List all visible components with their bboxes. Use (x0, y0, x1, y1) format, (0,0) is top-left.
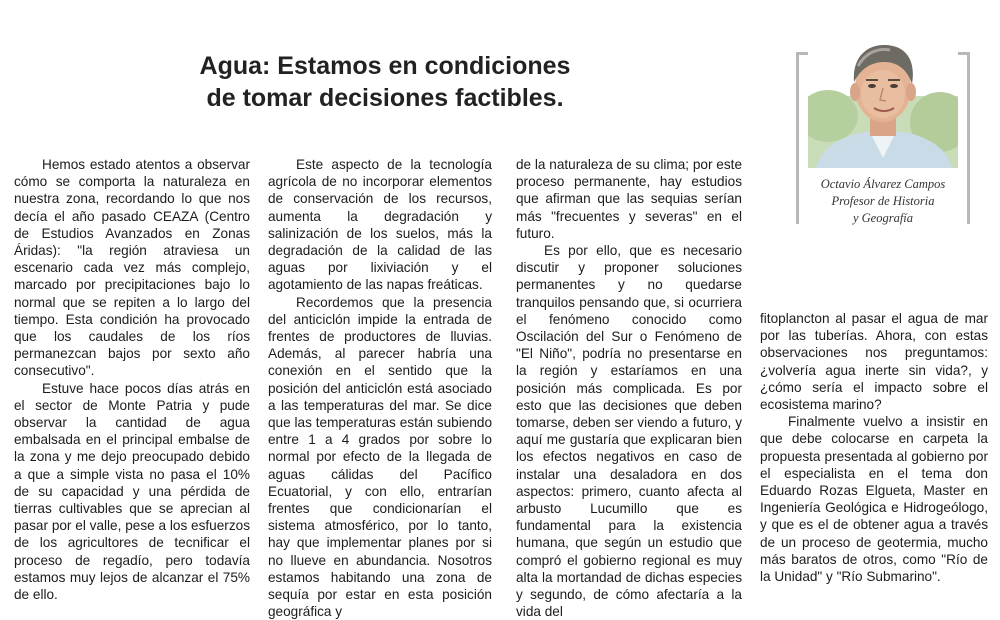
author-photo (808, 36, 958, 168)
column-1-paragraph-2: Estuve hace pocos días atrás en el sector de Monte Patria y pude observar la cantidad de agua embalsada en el principal embalse de la zona y me dejo preocupado debido a que a simple vista no pasa el 10% de su capacidad y una pérdida de tierras cultivables que se aprecian al pasar por el valle, pese a los esfuerzos de los agricultores de tecnificar el proceso de regadío, pero todavía estamos muy lejos de alcanzar el 75% de ello. (14, 380, 250, 603)
column-3-paragraph-1: de la naturaleza de su clima; por este proceso permanente, hay estudios que afirman que las sequias serían más "frecuentes y severas" en el futuro. (516, 157, 742, 241)
headline-line-1: Agua: Estamos en condiciones (199, 52, 571, 80)
frame-left-border (796, 52, 799, 224)
column-2-paragraph-1: Este aspecto de la tecnología agrícola de no incorporar elementos de conservación de los recursos, aumenta la degradación y salinización de los suelos, más la degradación de la calidad de las aguas por lixiviación y el agotamiento de las napas freáticas. (268, 157, 492, 293)
column-3-paragraph-2: Es por ello, que es necesario discutir y proponer soluciones permanentes y no quedarse tranquilos pensando que, si ocurriera el fenómeno conocido como Oscilación del Sur o Fenómeno de "El Niño", podría no presentarse en la región y estaríamos en una posición más complicada. Es por esto que las decisiones que deben tomarse, deben ser viendo a futuro, y aquí me gustaría que explicaran bien los efectos negativos en caso de instalar una desaladora en dos aspectos: primero, cuanto afecta al arbusto Lucumillo que es fundamental para la existencia humana, que según un estudio que compró el gobierno regional es muy alta la mortandad de dichas especies y segundo, de cómo afectaría a la vida del (516, 243, 742, 620)
article-column-2 (268, 156, 492, 620)
frame-top-right-border (956, 52, 970, 55)
column-4-paragraph-2: Finalmente vuelvo a insistir en que debe colocarse en carpeta la propuesta presentada al gobierno por el especialista en el tema don Eduardo Rozas Elgueta, Master en Ingeniería Geológica e Hidrogeólogo, y que es el de obtener agua a través de un proceso de geotermia, mucho más baratos de otros, como "Río de la Unidad" y "Río Submarino". (760, 414, 988, 585)
column-4-paragraph-1: fitoplancton al pasar el agua de mar por las tuberías. Ahora, con estas observaciones nos preguntamos: ¿volvería agua inerte sin vida?, y ¿cómo sería el impacto sobre el ecosistema marino? (760, 311, 988, 413)
column-2-paragraph-2: Recordemos que la presencia del anticiclón impide la entrada de frentes de productores de lluvias. Además, al parecer habría una conexión en el sentido que la posición del anticiclón está asociado a las temperaturas del mar. Se dice que las temperaturas están subiendo entre 1 a 4 grados por sobre lo normal por efecto de la llegada de aguas cálidas del Pacífico Ecuatorial, y con ello, entrarían frentes que condicionarían el sistema atmosférico, por lo tanto, hay que implementar planes por si no llueve en abundancia. Nosotros estamos habitando una zona de sequía por estar en esta posición geográfica y (268, 294, 492, 620)
article-column-4 (760, 310, 988, 585)
author-name: Octavio Álvarez Campos (820, 177, 946, 191)
headline-line-2: de tomar decisiones factibles. (206, 84, 564, 112)
column-1-paragraph-1: Hemos estado atentos a observar cómo se comporta la naturaleza en nuestra zona, recordando lo que nos decía el año pasado CEAZA (Centro de Estudios Avanzados en Zonas Áridas): "la región atraviesa un escenario cada vez más complejo, marcado por precipitaciones bajo lo normal que se repiten a lo largo del tiempo. Esta condición ha provocado que los caudales de los ríos permanezcan bajos por sexto año consecutivo". (14, 157, 250, 379)
author-title-line-2: y Geografía (852, 211, 914, 225)
article-column-1 (14, 156, 250, 603)
frame-right-border (967, 52, 970, 224)
author-title-line-1: Profesor de Historia (831, 194, 935, 208)
article-column-3 (516, 156, 742, 620)
author-caption (800, 176, 966, 227)
article-headline (170, 50, 600, 114)
